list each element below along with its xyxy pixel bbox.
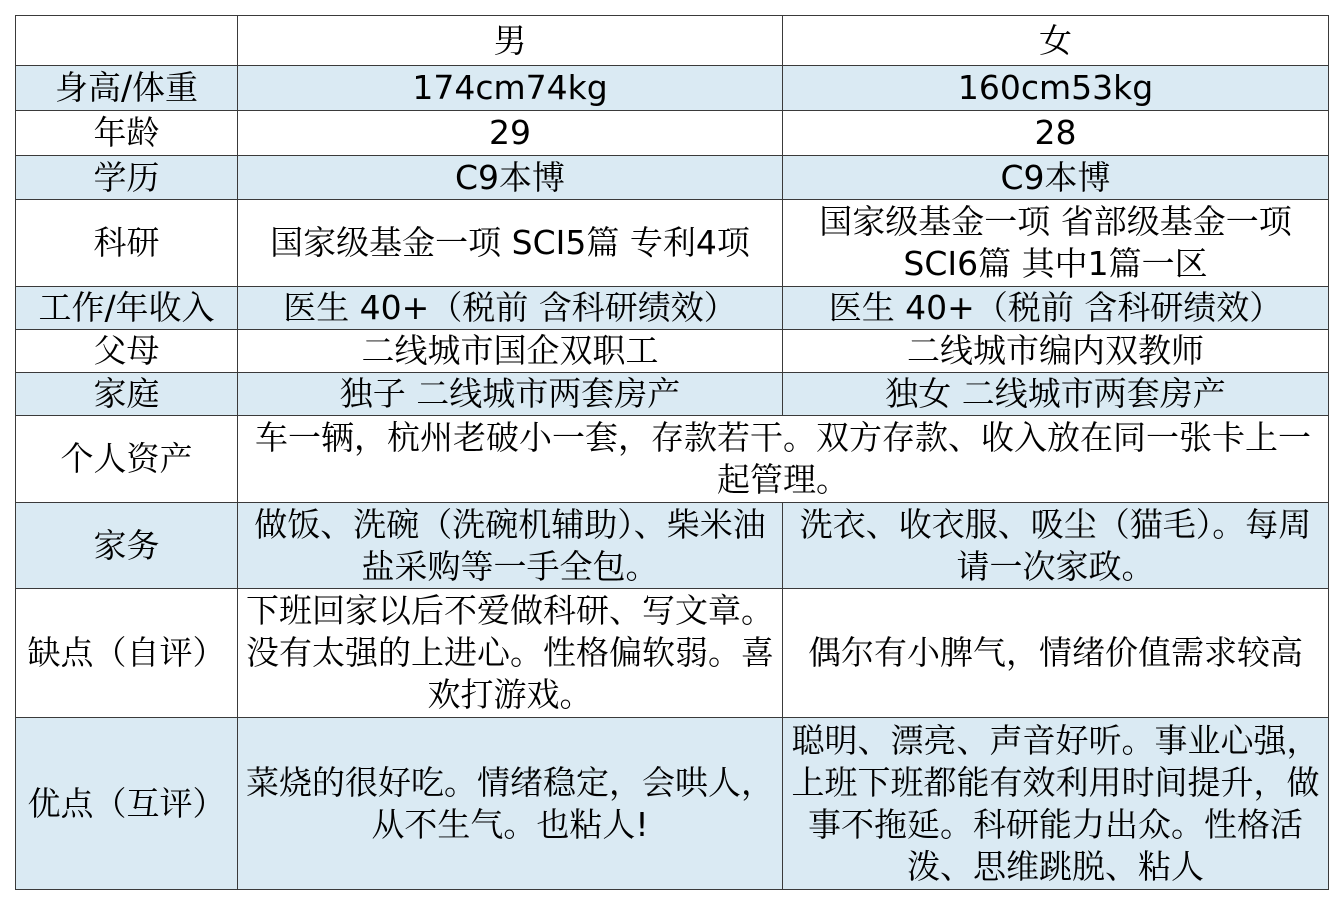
comparison-table-container: [15, 15, 1329, 890]
row-label: 缺点（自评）: [16, 589, 238, 718]
row-job-income: [16, 287, 1329, 330]
female-cell: 洗衣、收衣服、吸尘（猫毛）。每周请一次家政。: [783, 503, 1329, 589]
header-row: [16, 16, 1329, 66]
row-label: 年龄: [16, 111, 238, 156]
row-label: 家务: [16, 503, 238, 589]
female-cell: 独女 二线城市两套房产: [783, 373, 1329, 416]
male-cell: C9本博: [238, 156, 783, 200]
row-parents: [16, 330, 1329, 373]
row-label: 优点（互评）: [16, 718, 238, 890]
row-label: 科研: [16, 200, 238, 287]
row-strengths: [16, 718, 1329, 890]
row-research: [16, 200, 1329, 287]
male-cell: 国家级基金一项 SCI5篇 专利4项: [238, 200, 783, 287]
row-housework: [16, 503, 1329, 589]
female-cell: 国家级基金一项 省部级基金一项 SCI6篇 其中1篇一区: [783, 200, 1329, 287]
female-cell: 医生 40+（税前 含科研绩效）: [783, 287, 1329, 330]
row-age: [16, 111, 1329, 156]
row-label: 身高/体重: [16, 66, 238, 111]
row-label: 工作/年收入: [16, 287, 238, 330]
female-cell: C9本博: [783, 156, 1329, 200]
row-label: 学历: [16, 156, 238, 200]
male-cell: 29: [238, 111, 783, 156]
male-cell: 做饭、洗碗（洗碗机辅助）、柴米油盐采购等一手全包。: [238, 503, 783, 589]
row-family: [16, 373, 1329, 416]
shared-cell: 车一辆，杭州老破小一套，存款若干。双方存款、收入放在同一张卡上一起管理。: [238, 416, 1329, 503]
female-cell: 28: [783, 111, 1329, 156]
male-column-header: 男: [238, 16, 783, 66]
row-education: [16, 156, 1329, 200]
female-cell: 偶尔有小脾气，情绪价值需求较高: [783, 589, 1329, 718]
male-cell: 二线城市国企双职工: [238, 330, 783, 373]
male-cell: 菜烧的很好吃。情绪稳定，会哄人，从不生气。也粘人!: [238, 718, 783, 890]
row-label: 家庭: [16, 373, 238, 416]
row-weaknesses: [16, 589, 1329, 718]
female-cell: 二线城市编内双教师: [783, 330, 1329, 373]
male-cell: 下班回家以后不爱做科研、写文章。没有太强的上进心。性格偏软弱。喜欢打游戏。: [238, 589, 783, 718]
male-cell: 174cm74kg: [238, 66, 783, 111]
male-cell: 医生 40+（税前 含科研绩效）: [238, 287, 783, 330]
female-cell: 聪明、漂亮、声音好听。事业心强，上班下班都能有效利用时间提升，做事不拖延。科研能力出众。性格活泼、思维跳脱、粘人: [783, 718, 1329, 890]
row-personal-assets: [16, 416, 1329, 503]
row-label: 父母: [16, 330, 238, 373]
row-label: 个人资产: [16, 416, 238, 503]
corner-cell: [16, 16, 238, 66]
row-height-weight: [16, 66, 1329, 111]
female-column-header: 女: [783, 16, 1329, 66]
male-cell: 独子 二线城市两套房产: [238, 373, 783, 416]
female-cell: 160cm53kg: [783, 66, 1329, 111]
comparison-table: [15, 15, 1329, 890]
